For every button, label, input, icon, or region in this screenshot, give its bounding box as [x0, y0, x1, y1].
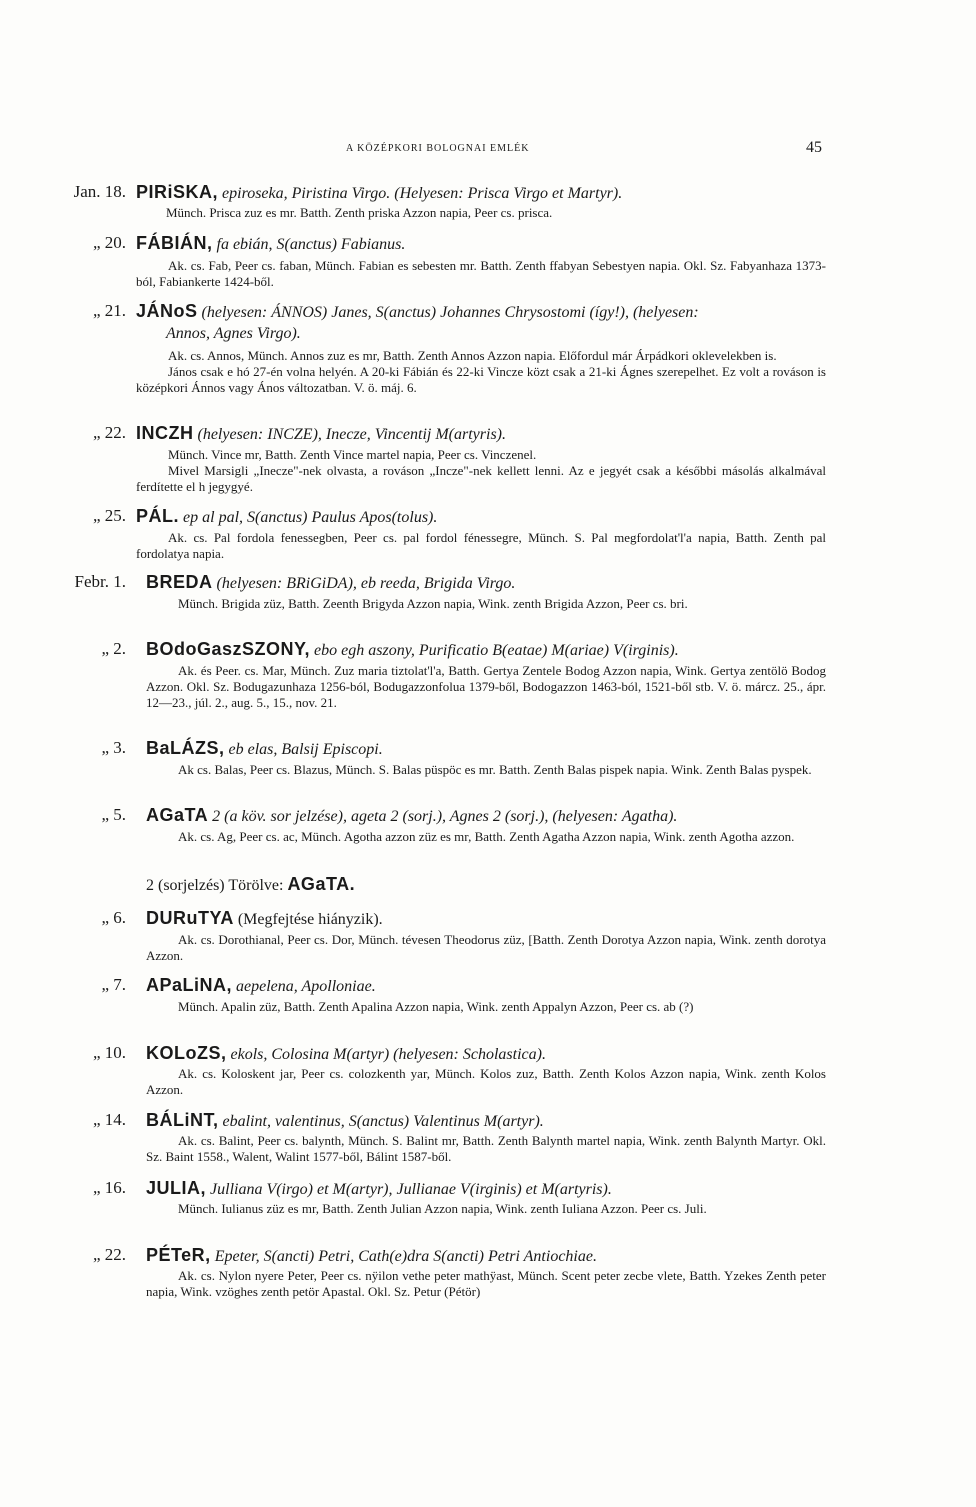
note-prefix: 2 (sorjelzés) Törölve: — [146, 877, 288, 894]
entry-note — [146, 873, 846, 897]
entry-headword: DURuTYA — [146, 908, 234, 928]
entry-date: „ 5. — [101, 805, 126, 824]
entry-body — [136, 348, 826, 396]
entry-paragraph: Ak. és Peer. cs. Mar, Münch. Zuz maria tiztolat'l'a, Batth. Gertya Zentele Bodog Azzon napia, Wink. Gertya zentölö Bodog Azzon. Okl. Sz. Bodugazunhaza 1256-ból, Bodugazzonfolua 1379-ből, Bodogazzon 1463-ból, 1521-ből stb. V. ö. márcz. 25., ápr. 12—23., júl. 2., aug. 5., 15., nov. 21. — [146, 663, 826, 710]
entry-headword: INCZH — [136, 423, 194, 443]
entry-headword: PIRiSKA, — [136, 182, 219, 202]
entry-gloss: 2 (a köv. sor jelzése), ageta 2 (sorj.), Agnes 2 (sorj.), (helyesen: Agatha). — [208, 808, 678, 825]
entry-paragraph: Münch. Apalin züz, Batth. Zenth Apalina Azzon napia, Wink. zenth Appalyn Azzon, Peer cs. ab (?) — [178, 999, 694, 1014]
entry-gloss: (Megfejtése hiányzik). — [233, 911, 383, 928]
entry-gloss: ekols, Colosina M(artyr) (helyesen: Scholastica). — [226, 1046, 546, 1063]
entry-headword: AGaTA — [146, 805, 209, 825]
entry-heading — [146, 804, 846, 828]
entry-body — [146, 663, 826, 711]
entry-headword: BREDA — [146, 572, 213, 592]
entry-heading — [136, 181, 836, 205]
entry-paragraph: Mivel Marsigli „Inecze"-nek olvasta, a rováson „Incze"-nek kellett lenni. Az e jegyét csak a későbbi másolás alkalmával ferdítette el h jegygyé. — [136, 463, 826, 494]
entry-body — [136, 258, 826, 290]
entry-body — [146, 829, 826, 845]
entry-paragraph: János csak e hó 27-én volna helyén. A 20-ki Fábián és 22-ki Vincze közt csak a 21-ki Ágnes szerepelhet. Ez volt a rováson is középkori Ánnos vagy Ános változatban. V. ö. máj. 6. — [136, 364, 826, 395]
entry-paragraph: Münch. Prisca zuz es mr. Batth. Zenth priska Azzon napia, Peer cs. prisca. — [166, 205, 553, 220]
entry-body — [146, 1268, 826, 1300]
entry-body — [146, 596, 826, 612]
entry-paragraph: Ak. cs. Nylon nyere Peter, Peer cs. nÿilon vethe peter mathÿast, Münch. Scent peter zecbe vlete, Batth. Yzekes Zenth peter napia, Wink. vzöghes zenth petör Apastal. Okl. Sz. Petur (Pétör) — [146, 1268, 826, 1299]
entry-date: „ 14. — [92, 1110, 126, 1129]
entry-date: Febr. 1. — [74, 572, 126, 591]
entry-headword: BÁLiNT, — [146, 1110, 219, 1130]
entry-paragraph: Ak. cs. Pal fordola fenessegben, Peer cs. pal fordol fénessegre, Münch. S. Pal megfordolat'l'a napia, Batth. Zenth pal fordolatya napia. — [136, 530, 826, 561]
entry-paragraph: Ak. cs. Balint, Peer cs. balynth, Münch. S. Balint mr, Batth. Zenth Balynth martel napia, Wink. zenth Balynth Martyr. Okl. Sz. Baint 1558., Walent, Walint 1577-ből, Bálint 1587-ből. — [146, 1133, 826, 1164]
entry-gloss: ep al pal, S(anctus) Paulus Apos(tolus). — [179, 509, 438, 526]
entry-date: „ 3. — [101, 738, 126, 757]
entry-paragraph: Ak. cs. Annos, Münch. Annos zuz es mr, Batth. Zenth Annos Azzon napia. Előfordul már Árpádkori oklevelekben is. — [168, 348, 777, 363]
entry-body — [146, 1066, 826, 1098]
entry-headword: PÉTeR, — [146, 1245, 211, 1265]
entry-headword: APaLiNA, — [146, 975, 233, 995]
entry-headword: JÁNoS — [136, 301, 198, 321]
entry-heading — [146, 974, 846, 998]
entry-date: „ 22. — [92, 1245, 126, 1264]
entry-body — [146, 762, 826, 778]
entry-headword: BaLÁZS, — [146, 738, 225, 758]
running-header — [0, 141, 976, 161]
entry-gloss: Julliana V(irgo) et M(artyr), Jullianae V(irginis) et M(artyris). — [206, 1181, 612, 1198]
entry-heading — [146, 571, 846, 595]
entry-date: „ 16. — [92, 1178, 126, 1197]
entry-gloss: fa ebián, S(anctus) Fabianus. — [212, 236, 406, 253]
entry-gloss: Epeter, S(ancti) Petri, Cath(e)dra S(ancti) Petri Antiochiae. — [210, 1248, 597, 1265]
entry-paragraph: Ak. cs. Koloskent jar, Peer cs. colozkenth yar, Münch. Kolos zuz, Batth. Zenth Kolos Azzon napia, Wink. zenth Kolos Azzon. — [146, 1066, 826, 1097]
entry-paragraph: Ak. cs. Fab, Peer cs. faban, Münch. Fabian es sebesten mr. Batth. Zenth ffabyan Sebestyen napia. Okl. Sz. Fabyanhaza 1373-ból, Fabiankerte 1424-ből. — [136, 258, 826, 289]
entry-paragraph: Ak cs. Balas, Peer cs. Blazus, Münch. S. Balas püspöc es mr. Batth. Zenth Balas pispek napia. Wink. Zenth Balas pyspek. — [178, 762, 812, 777]
entry-paragraph: Ak. cs. Ag, Peer cs. ac, Münch. Agotha azzon züz es mr, Batth. Zenth Agatha Azzon napia, Wink. zenth Agotha azzon. — [178, 829, 795, 844]
entry-date: „ 2. — [101, 639, 126, 658]
entry-gloss: eb elas, Balsij Episcopi. — [224, 741, 383, 758]
entry-heading — [146, 737, 846, 761]
entry-date: „ 7. — [101, 975, 126, 994]
entry-date: „ 6. — [101, 908, 126, 927]
entry-heading — [136, 422, 836, 446]
entry-date: Jan. 18. — [73, 182, 126, 201]
entry-headword: JULIA, — [146, 1178, 207, 1198]
entry-heading — [146, 1177, 846, 1201]
entry-heading — [146, 638, 846, 662]
entry-date: „ 22. — [92, 423, 126, 442]
entry-body — [146, 999, 826, 1015]
entry-paragraph: Münch. Brigida züz, Batth. Zeenth Brigyda Azzon napia, Wink. zenth Brigida Azzon, Peer cs. bri. — [178, 596, 688, 611]
entry-gloss: ebo egh aszony, Purificatio B(eatae) M(ariae) V(irginis). — [310, 642, 679, 659]
entry-heading — [136, 505, 836, 529]
entry-paragraph: Ak. cs. Dorothianal, Peer cs. Dor, Münch. tévesen Theodorus züz, [Batth. Zenth Dorotya Azzon napia, Wink. zenth dorotya Azzon. — [146, 932, 826, 963]
entry-paragraph: Münch. Iulianus züz es mr, Batth. Zenth Julian Azzon napia, Wink. zenth Iuliana Azzon. Peer cs. Juli. — [178, 1201, 707, 1216]
entry-body — [146, 1201, 826, 1217]
entry-heading — [146, 907, 846, 931]
entry-body — [146, 932, 826, 964]
entry-headword: PÁL. — [136, 506, 180, 526]
entry-gloss: (helyesen: INCZE), Inecze, Vincentij M(artyris). — [193, 426, 506, 443]
entry-paragraph: Münch. Vince mr, Batth. Zenth Vince martel napia, Peer cs. Vinczenel. — [168, 447, 537, 462]
entry-body — [136, 530, 826, 562]
entry-heading — [136, 232, 836, 256]
entry-date: „ 20. — [92, 233, 126, 252]
entry-gloss: ebalint, valentinus, S(anctus) Valentinus M(artyr). — [218, 1113, 544, 1130]
entry-headword: BOdoGaszSZONY, — [146, 639, 311, 659]
entry-date: „ 10. — [92, 1043, 126, 1062]
entry-heading — [136, 300, 836, 324]
entry-heading — [146, 1244, 846, 1268]
entry-gloss: (helyesen: BRiGiDA), eb reeda, Brigida Virgo. — [212, 575, 516, 592]
page-number: 45 — [806, 139, 822, 156]
entry-gloss: (helyesen: ÁNNOS) Janes, S(anctus) Johannes Chrysostomi (így!), (helyesen: — [197, 304, 699, 321]
entry-body — [136, 447, 826, 495]
entry-gloss: epiroseka, Piristina Virgo. (Helyesen: Prisca Virgo et Martyr). — [218, 185, 623, 202]
entry-heading — [146, 1042, 846, 1066]
entry-headword: KOLoZS, — [146, 1043, 227, 1063]
entry-body — [166, 205, 826, 221]
entry-gloss: aepelena, Apolloniae. — [232, 978, 376, 995]
entry-heading — [146, 1109, 846, 1133]
entry-date: „ 25. — [92, 506, 126, 525]
note-headword: AGaTA. — [287, 874, 356, 894]
entry-body — [146, 1133, 826, 1165]
entry-date: „ 21. — [92, 301, 126, 320]
entry-headword: FÁBIÁN, — [136, 233, 213, 253]
running-title: A KÖZÉPKORI BOLOGNAI EMLÉK — [346, 143, 530, 154]
entry-gloss-continued: Annos, Agnes Virgo). — [166, 325, 301, 342]
